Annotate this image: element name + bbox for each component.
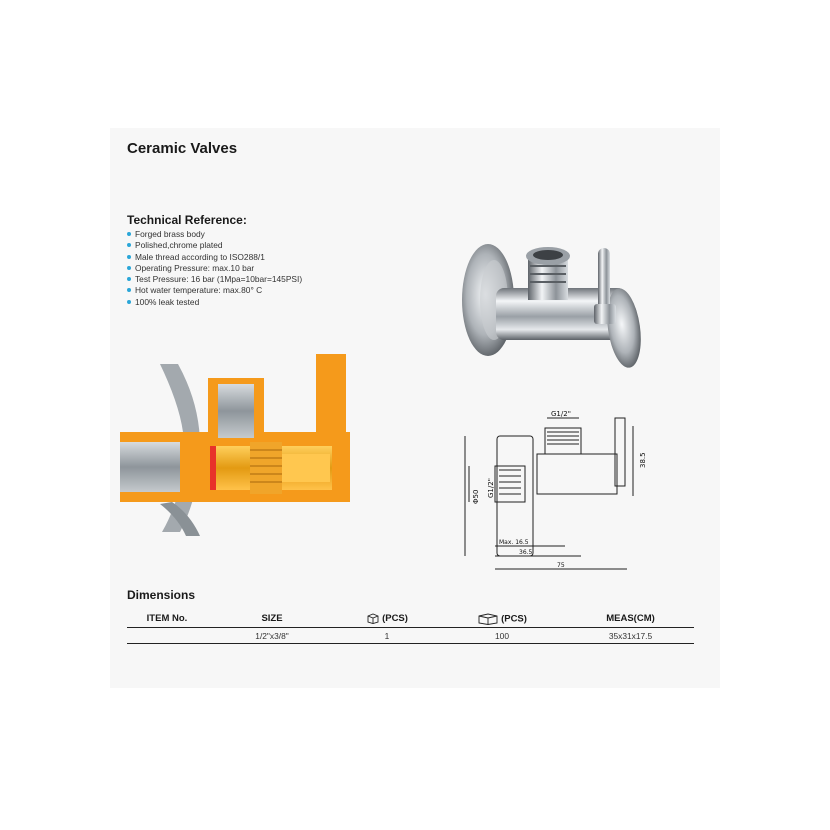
cell-item-no	[127, 628, 207, 644]
bullet-icon	[127, 232, 131, 236]
bullet-icon	[127, 300, 131, 304]
mid-label: 36.5	[519, 549, 533, 556]
height-label: 38.5	[639, 452, 647, 468]
header-meas: MEAS(CM)	[567, 610, 694, 628]
top-thread-label: G1/2"	[551, 410, 571, 418]
list-item: Male thread according to ISO288/1	[127, 252, 302, 263]
technical-reference-list	[127, 229, 302, 308]
dimensions-table	[127, 610, 694, 644]
cell-inner-pcs: 1	[337, 628, 437, 644]
length-label: 75	[557, 562, 565, 569]
diameter-label: Φ50	[472, 489, 480, 504]
page-title: Ceramic Valves	[127, 140, 238, 157]
table-row	[127, 628, 694, 644]
small-box-icon	[366, 613, 380, 624]
cell-carton-pcs: 100	[437, 628, 567, 644]
list-item: Polished,chrome plated	[127, 240, 302, 251]
dimensions-heading: Dimensions	[127, 588, 196, 602]
list-item: Operating Pressure: max.10 bar	[127, 263, 302, 274]
valve-cutaway-illustration	[120, 354, 355, 539]
list-item: Test Pressure: 16 bar (1Mpa=10bar=145PSI)	[127, 274, 302, 285]
cell-size: 1/2"x3/8"	[207, 628, 337, 644]
bullet-icon	[127, 266, 131, 270]
list-item: Hot water temperature: max.80° C	[127, 285, 302, 296]
header-item-no: ITEM No.	[127, 610, 207, 628]
header-carton-pcs: (PCS)	[437, 610, 567, 628]
bullet-icon	[127, 288, 131, 292]
header-inner-pcs: (PCS)	[337, 610, 437, 628]
bullet-icon	[127, 277, 131, 281]
valve-technical-drawing	[455, 406, 655, 578]
bullet-icon	[127, 243, 131, 247]
valve-product-photo	[456, 228, 646, 378]
table-header-row	[127, 610, 694, 628]
list-item: Forged brass body	[127, 229, 302, 240]
header-size: SIZE	[207, 610, 337, 628]
technical-reference-heading: Technical Reference:	[127, 213, 247, 227]
max-label: Max. 16.5	[499, 539, 529, 546]
bullet-icon	[127, 255, 131, 259]
carton-box-icon	[477, 613, 499, 625]
cell-meas: 35x31x17.5	[567, 628, 694, 644]
list-item: 100% leak tested	[127, 297, 302, 308]
side-thread-label: G1/2"	[487, 478, 495, 498]
